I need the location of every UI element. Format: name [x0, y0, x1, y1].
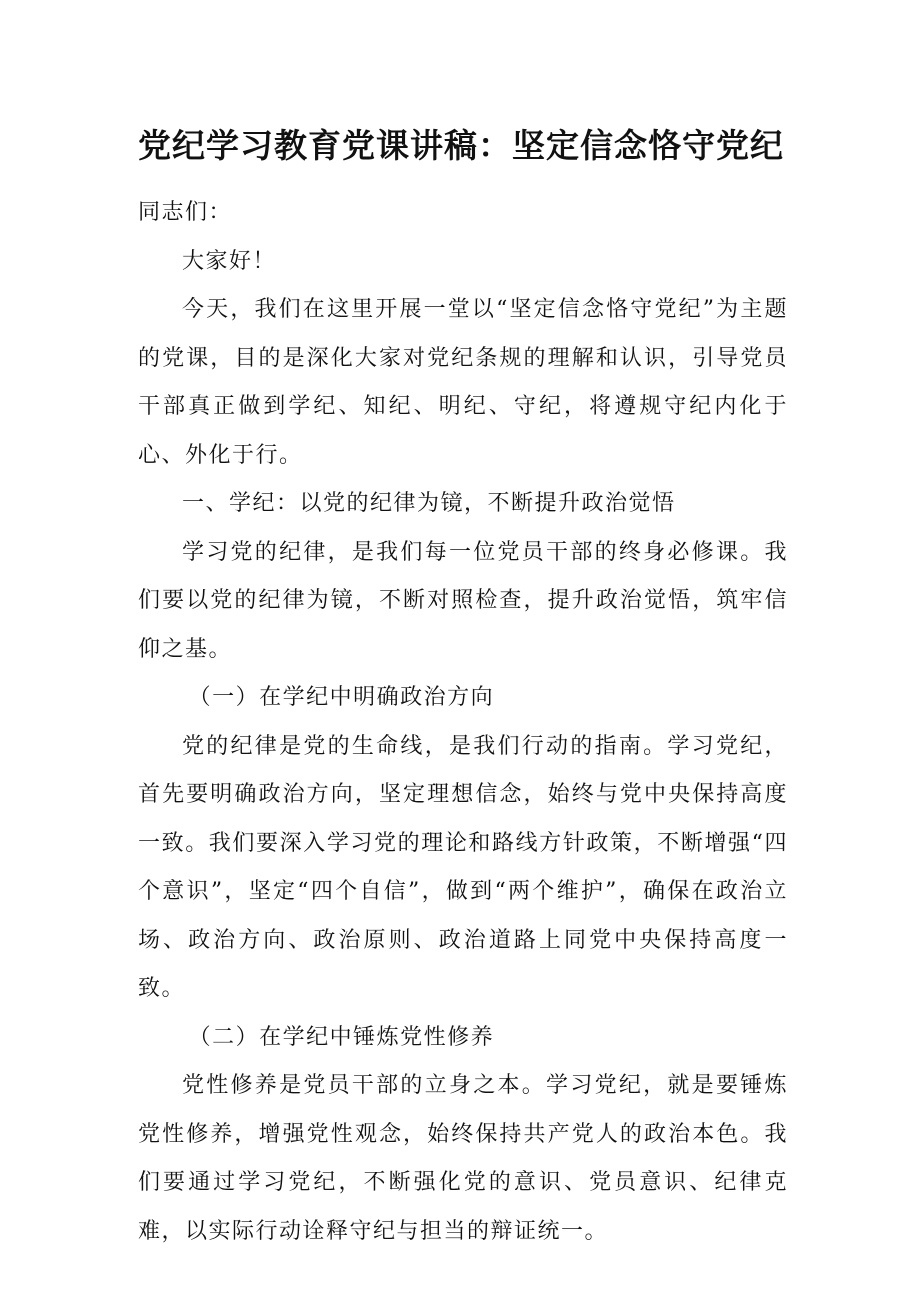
document-title: 党纪学习教育党课讲稿：坚定信念恪守党纪	[138, 126, 784, 165]
paragraph-subsection-2: 党性修养是党员干部的立身之本。学习党纪，就是要锤炼党性修养，增强党性观念，始终保持共产党人的政治本色。我们要通过学习党纪，不断强化党的意识、党员意识、纪律克难，以实际行动诠释守纪与担当的辩证统一。	[138, 1073, 788, 1244]
greeting: 大家好！	[182, 248, 277, 274]
subsection-heading-1: （一）在学纪中明确政治方向	[188, 685, 495, 710]
document-body	[138, 189, 788, 1256]
subsection-heading-2: （二）在学纪中锤炼党性修养	[188, 1024, 495, 1050]
section-heading-1: 一、学纪：以党的纪律为镜，不断提升政治觉悟	[182, 491, 676, 516]
paragraph-subsection-1: 党的纪律是党的生命线，是我们行动的指南。学习党纪，首先要明确政治方向，坚定理想信念，始终与党中央保持高度一致。我们要深入学习党的理论和路线方针政策，不断增强“四个意识”，坚定“四个自信”，做到“两个维护”，确保在政治立场、政治方向、政治原则、政治道路上同党中央保持高度一致。	[138, 733, 788, 1001]
salutation: 同志们：	[138, 200, 233, 225]
paragraph-section-1: 学习党的纪律，是我们每一位党员干部的终身必修课。我们要以党的纪律为镜，不断对照检查，提升政治觉悟，筑牢信仰之基。	[138, 539, 788, 662]
paragraph-intro: 今天，我们在这里开展一堂以“坚定信念恪守党纪”为主题的党课，目的是深化大家对党纪条规的理解和认识，引导党员干部真正做到学纪、知纪、明纪、守纪，将遵规守纪内化于心、外化于行。	[138, 297, 788, 468]
